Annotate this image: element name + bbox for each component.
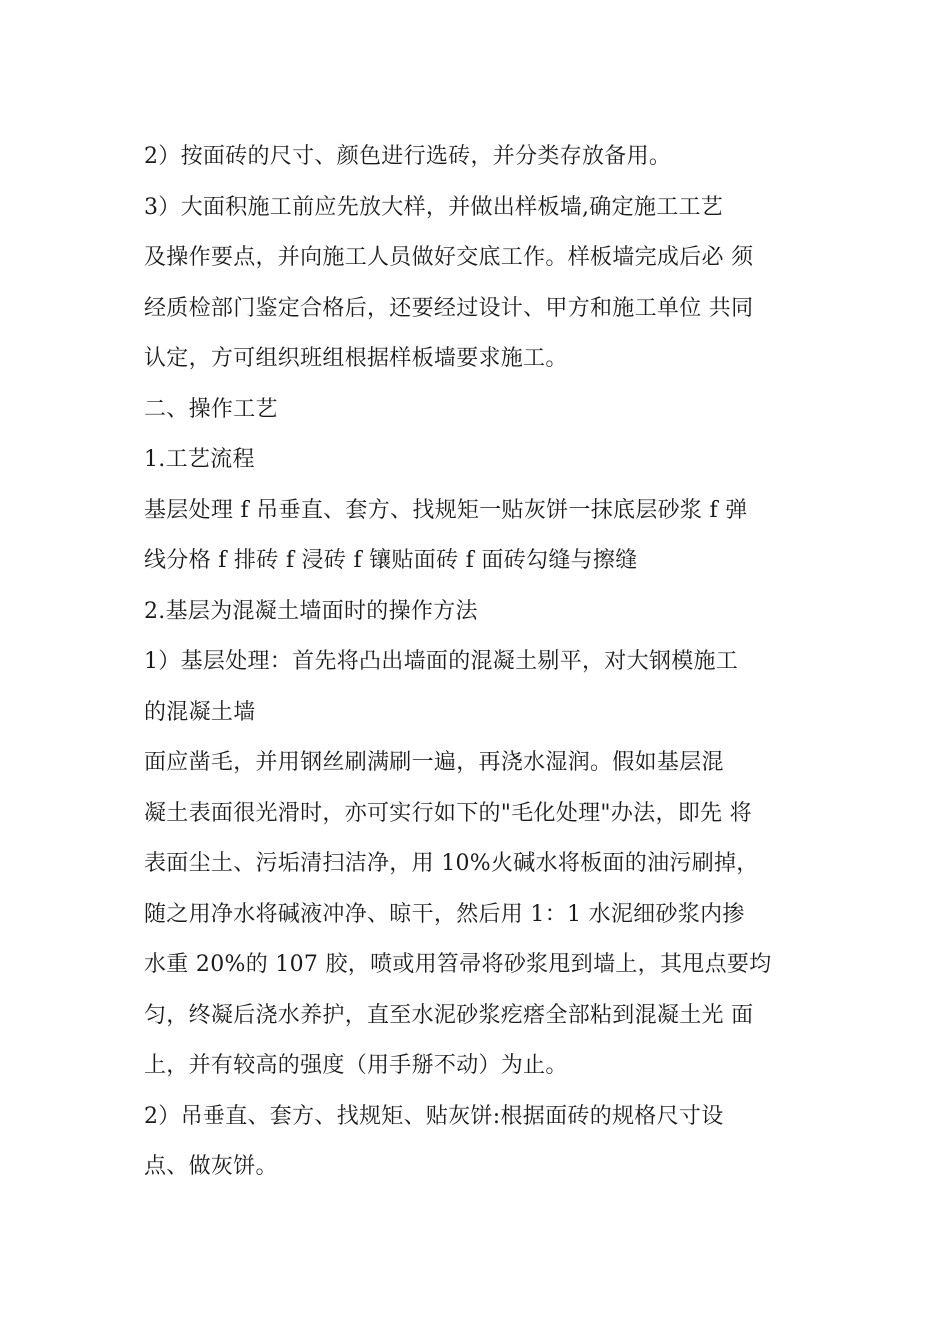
text-line: 及操作要点，并向施工人员做好交底工作。样板墙完成后必 须 [144,245,754,270]
text-line: 2）按面砖的尺寸、颜色进行选砖，并分类存放备用。 [144,144,672,169]
text-line: 面应凿毛，并用钢丝刷满刷一遍，再浇水湿润。假如基层混 [144,750,724,775]
text-line: 经质检部门鉴定合格后，还要经过设计、甲方和施工单位 共同 [144,295,754,321]
text-line: 表面尘土、污垢清扫洁净，用 10%火碱水将板面的油污刷掉， [144,851,759,876]
text-line: 基层处理 f 吊垂直、套方、找规矩一贴灰饼一抹底层砂浆 f 弹 [144,497,748,523]
text-line: 1）基层处理：首先将凸出墙面的混凝土剔平，对大钢模施工 [144,649,739,674]
text-line: 水重 20%的 107 胶，喷或用笤帚将砂浆甩到墙上，其甩点要均 [144,952,772,977]
subsection-heading: 1.工艺流程 [144,447,255,472]
text-line: 上，并有较高的强度（用手掰不动）为止。 [144,1053,568,1078]
section-heading: 二、操作工艺 [144,396,278,422]
text-line: 匀，终凝后浇水养护，直至水泥砂浆疙瘩全部粘到混凝土光 面 [144,1002,754,1028]
text-line: 2）吊垂直、套方、找规矩、贴灰饼:根据面砖的规格尺寸设 [144,1103,724,1129]
text-line: 3）大面积施工前应先放大样，并做出样板墙,确定施工工艺 [144,194,724,220]
subsection-heading: 2.基层为混凝土墙面时的操作方法 [144,598,478,624]
document-body [144,132,820,1193]
text-line: 随之用净水将碱液冲净、晾干，然后用 1：1 水泥细砂浆内掺 [144,901,745,927]
text-line: 点、做灰饼。 [144,1154,278,1179]
text-line: 认定，方可组织班组根据样板墙要求施工。 [144,346,568,371]
text-line: 线分格 f 排砖 f 浸砖 f 镶贴面砖 f 面砖勾缝与擦缝 [144,548,638,573]
text-line: 凝土表面很光滑时，亦可实行如下的"毛化处理"办法，即先 将 [144,800,752,826]
text-line: 的混凝土墙 [144,699,256,725]
